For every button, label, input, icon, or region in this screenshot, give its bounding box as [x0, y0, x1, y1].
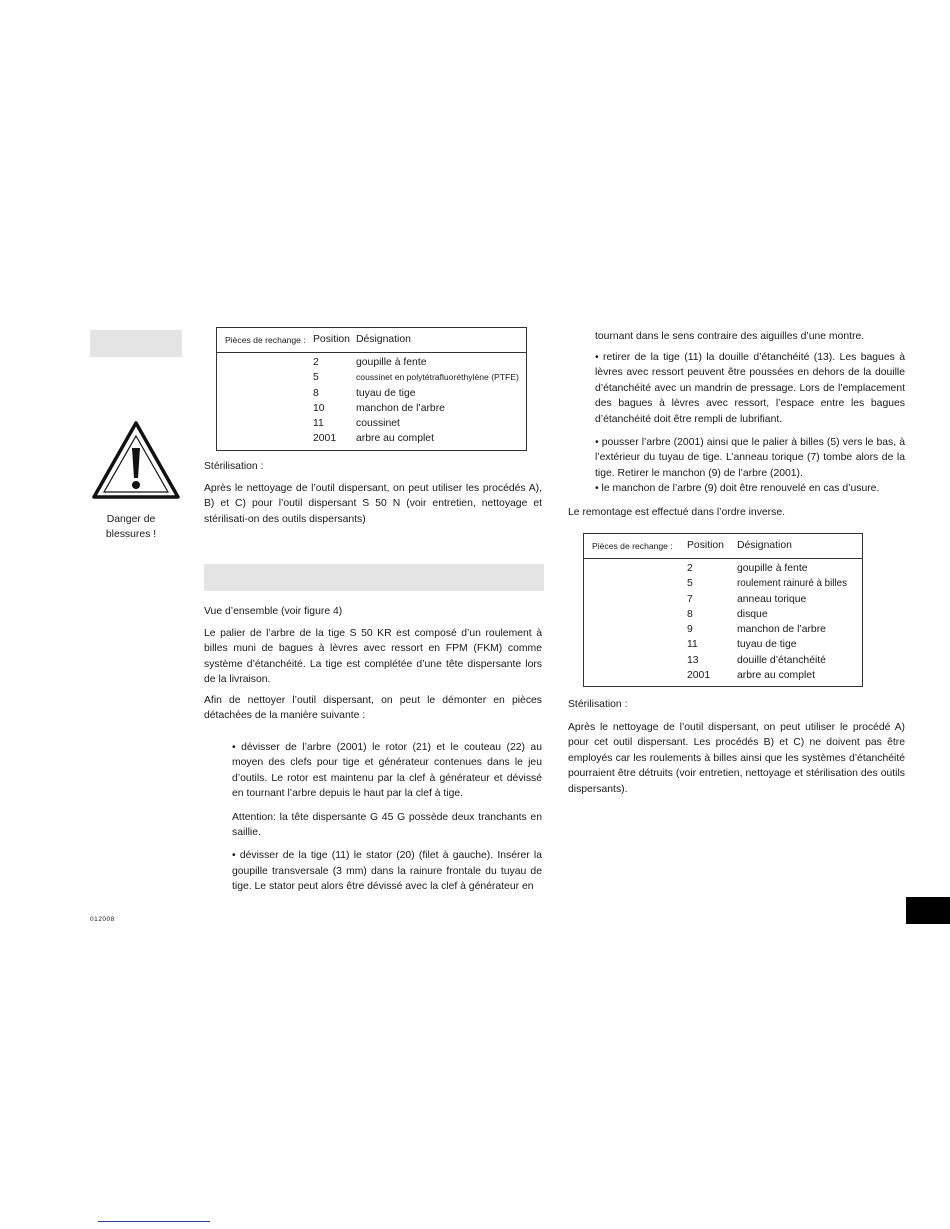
row-position: 8: [313, 387, 319, 399]
step-item: • dévisser de l’arbre (2001) le rotor (21) et le couteau (22) au moyen des clefs pour tige et générateur contenues dans le jeu d’outils. Le rotor est maintenu par la clef à générateur et dévissé en tournant l’arbre depuis le haut par la clef à tige.: [232, 742, 542, 800]
continued-text: tournant dans le sens contraire des aiguilles d’une montre.: [595, 331, 865, 342]
section-heading-bar: [204, 564, 544, 591]
table-row: [584, 637, 862, 652]
row-position: 10: [313, 402, 325, 414]
black-tab-marker: [906, 897, 950, 924]
table-header: [584, 534, 862, 559]
row-position: 2: [313, 357, 319, 368]
table-row: [217, 401, 526, 416]
table-row: [584, 607, 862, 622]
row-position: 11: [313, 418, 324, 430]
table-row: [584, 561, 862, 576]
bottom-rule: [98, 1221, 210, 1222]
sterilisation-text-2: Après le nettoyage de l’outil dispersant, on peut utiliser le procédé A) pour cet outil dispersant. Les procédés B) et C) ne doivent pas être employés car les roulements à billes ainsi que les systèmes d’étanchéité pourraient être détruits (voir entretien, nettoyage et stérilisation des outils dispersants).: [568, 722, 905, 795]
dismantle-text: Afin de nettoyer l’outil dispersant, on peut le démonter en pièces détachées de la manière suivante :: [204, 695, 542, 722]
table-row: [217, 416, 526, 431]
attention-note: Attention: la tête dispersante G 45 G possède deux tranchants en saillie.: [232, 811, 542, 839]
row-designation: disque: [737, 608, 768, 620]
row-designation: tuyau de tige: [356, 387, 416, 399]
row-position: 8: [687, 608, 693, 620]
header-parts: Pièces de rechange :: [592, 541, 673, 551]
table-row: [584, 622, 862, 637]
header-position: Position: [313, 334, 350, 345]
spare-parts-table-2: [583, 533, 863, 687]
table-row: [217, 386, 526, 401]
row-position: 5: [313, 372, 319, 384]
row-designation: goupille à fente: [737, 563, 808, 574]
sterilisation-heading: Stérilisation :: [204, 461, 264, 472]
reassembly-text: Le remontage est effectué dans l’ordre inverse.: [568, 507, 785, 518]
sterilisation-heading-2: Stérilisation :: [568, 699, 628, 710]
spare-parts-table-1: [216, 327, 527, 451]
table-row: [584, 576, 862, 591]
footer-code: 012008: [90, 916, 115, 923]
step-item: • dévisser de la tige (11) le stator (20) (filet à gauche). Insérer la goupille transversale (3 mm) dans la rainure frontale du tuyau de tige. Le stator peut alors être dévissé avec la clef à générateur en: [232, 850, 542, 893]
header-designation: Désignation: [356, 334, 411, 345]
row-position: 9: [687, 624, 693, 636]
row-designation: tuyau de tige: [737, 639, 797, 651]
table-row: [217, 431, 526, 446]
warning-caption-line2: blessures !: [105, 529, 157, 540]
overview-text: Le palier de l’arbre de la tige S 50 KR est composé d’un roulement à billes muni de bagues à lèvres avec ressort en FPM (FKM) comme système d’étanchéité. La tige est complétée d’une tête dispersante lors de la livraison.: [204, 628, 542, 686]
table-row: [584, 668, 862, 683]
header-position: Position: [687, 540, 724, 551]
row-designation: manchon de l’arbre: [737, 624, 826, 636]
row-position: 2001: [687, 670, 711, 682]
table-row: [217, 355, 526, 370]
table-header: [217, 328, 526, 353]
dismantle-steps: [232, 740, 542, 903]
step-item: • le manchon de l’arbre (9) doit être renouvelé en cas d’usure.: [595, 483, 880, 495]
warning-caption: [88, 512, 174, 542]
row-position: 5: [687, 578, 693, 590]
row-designation: douille d’étanchéité: [737, 654, 826, 666]
row-designation: coussinet en polytétrafluoréthylène (PTFE): [356, 372, 519, 383]
overview-heading: Vue d’ensemble (voir figure 4): [204, 606, 343, 617]
row-designation: goupille à fente: [356, 357, 427, 368]
sterilisation-text: Après le nettoyage de l’outil dispersant, on peut utiliser les procédés A), B) et C) pour l’outil dispersant S 50 N (voir entretien, nettoyage et stérilisati-on des outils dispersants): [204, 483, 542, 525]
row-position: 13: [687, 654, 699, 666]
row-designation: manchon de l’arbre: [356, 402, 445, 414]
warning-triangle-icon: [91, 420, 181, 500]
row-designation: anneau torique: [737, 593, 807, 605]
step-item: • pousser l’arbre (2001) ainsi que le palier à billes (5) vers le bas, à l’extérieur du tuyau de tige. L’anneau torique (7) tombe alors de la tige. Retirer le manchon (9) de l’arbre (2001).: [595, 437, 905, 479]
row-designation: arbre au complet: [737, 670, 815, 682]
row-designation: coussinet: [356, 418, 400, 430]
dismantle-steps-cont: [595, 350, 905, 505]
step-item: • retirer de la tige (11) la douille d’étanchéité (13). Les bagues à lèvres avec ressort peuvent être poussées en dehors de la douille d’étanchéité avec un mandrin de pressage. Lors de l’emplacement des bagues à lèvres avec ressort, l’espace entre les bagues d’étanchéité doit être rempli de lubrifiant.: [595, 352, 905, 425]
row-position: 11: [687, 639, 698, 651]
header-parts: Pièces de rechange :: [225, 335, 306, 345]
row-designation: roulement rainuré à billes: [737, 578, 847, 590]
table-row: [584, 592, 862, 607]
row-position: 7: [687, 593, 693, 605]
table-row: [217, 370, 526, 385]
margin-label-box: [90, 330, 182, 357]
warning-caption-line1: Danger de: [106, 514, 156, 525]
table-row: [584, 653, 862, 668]
row-position: 2001: [313, 433, 337, 445]
row-designation: arbre au complet: [356, 433, 434, 445]
header-designation: Désignation: [737, 540, 792, 551]
row-position: 2: [687, 563, 693, 574]
